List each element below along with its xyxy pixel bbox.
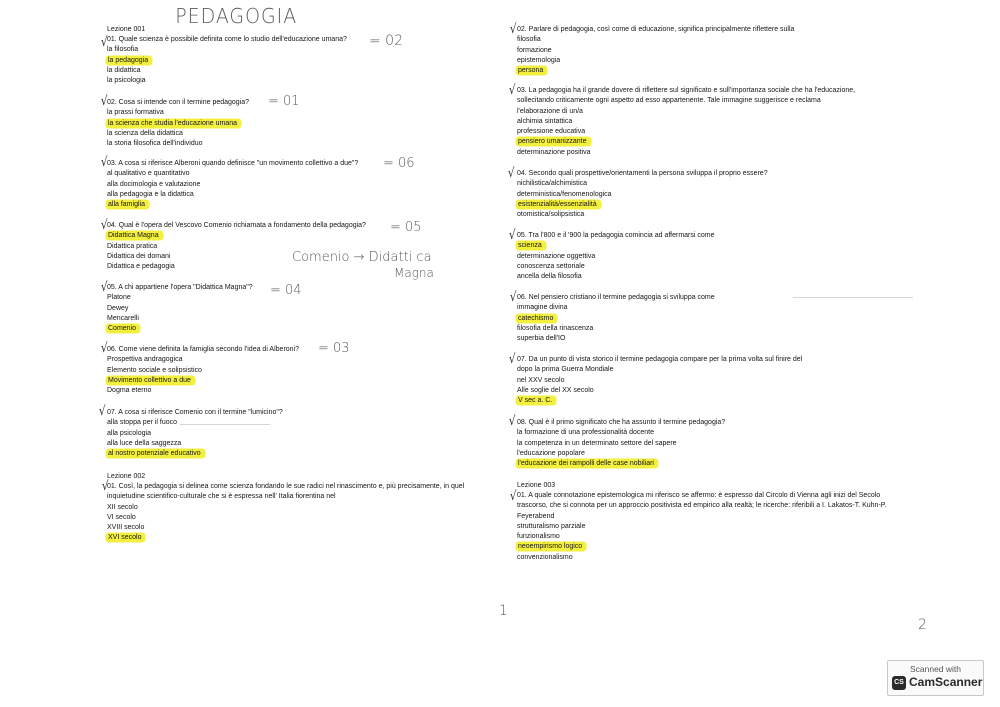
- option: la storia filosofica dell'individuo: [107, 140, 203, 148]
- option: filosofia della rinascenza: [517, 324, 594, 332]
- option: funzionalismo: [517, 533, 560, 541]
- lesson-002-heading: Lezione 002: [107, 473, 146, 480]
- option: immagine divina: [517, 304, 568, 312]
- camscanner-watermark: [887, 660, 984, 696]
- check-mark-icon: √: [100, 94, 108, 109]
- option: Dogma eterno: [107, 387, 152, 395]
- option: formazione: [517, 46, 552, 54]
- handwritten-answer-2: = 01: [268, 94, 300, 109]
- option-highlighted: alla famiglia: [107, 201, 148, 208]
- option: Mencarelli: [107, 314, 139, 322]
- option-highlighted: la pedagogia: [107, 57, 151, 64]
- check-mark-icon: √: [100, 341, 108, 356]
- option: al qualitativo e quantitativo: [107, 170, 190, 178]
- question-text: 07. Da un punto di vista storico il termine pedagogia compare per la prima volta sul finire del: [517, 356, 803, 363]
- question-text: 02. Parlare di pedagogia, così come di educazione, significa principalmente riflettere sulla: [517, 26, 795, 33]
- option: Elemento sociale e solipsistico: [107, 366, 202, 374]
- right-question-5: [517, 293, 892, 344]
- question-text: 08. Qual è il primo significato che ha assunto il termine pedagogia?: [517, 419, 726, 426]
- option: la formazione di una professionalità docente: [517, 429, 654, 437]
- option: determinazione oggettiva: [517, 252, 596, 260]
- option: la didattica: [107, 66, 141, 74]
- option: dopo la prima Guerra Mondiale: [517, 366, 614, 374]
- option-highlighted: Didattica Magna: [107, 232, 162, 239]
- handwritten-answer-1: = 02: [369, 33, 403, 49]
- left-question-1: [107, 35, 492, 86]
- check-mark-icon: √: [100, 155, 108, 170]
- option: la filosofia: [107, 46, 139, 54]
- watermark-caption: Scanned with: [909, 664, 962, 674]
- option: Prospettiva andragogica: [107, 356, 183, 364]
- question-text: 03. La pedagogia ha il grande dovere di riflettere sul significato e sull'importanza sociale che ha l'educazione, sollecitando criticamente ogni aspetto ad esso appartenente. Tale immagine suggerisce e reclama: [517, 87, 856, 105]
- option-highlighted: V sec a. C.: [517, 397, 555, 404]
- option: alla docimologia e valutazione: [107, 180, 201, 188]
- option: la scienza della didattica: [107, 129, 183, 137]
- question-text: 04. Secondo quali prospettive/orientamenti la persona sviluppa il proprio essere?: [517, 170, 768, 177]
- option: l'educazione popolare: [517, 449, 585, 457]
- option: alla luce della saggezza: [107, 439, 182, 447]
- option: superbia dell'IO: [517, 335, 566, 343]
- option: determinazione positiva: [517, 148, 591, 156]
- right-question-8: [517, 491, 892, 563]
- option: Didattica dei domani: [107, 252, 171, 260]
- lesson-003-heading: Lezione 003: [517, 482, 556, 489]
- check-mark-icon: √: [508, 83, 516, 98]
- camscanner-logo-icon: CS: [892, 676, 906, 690]
- left-question-7: [107, 408, 492, 459]
- check-mark-icon: √: [507, 166, 515, 181]
- left-question-8: [107, 482, 492, 544]
- handwritten-answer-4: = 05: [390, 220, 422, 235]
- check-mark-icon: √: [100, 218, 108, 233]
- left-question-3: [107, 159, 492, 210]
- option: professione educativa: [517, 128, 586, 136]
- option: l'elaborazione di un/a: [517, 107, 583, 115]
- left-question-6: [107, 345, 492, 396]
- page-number-left: 1: [499, 603, 508, 619]
- check-mark-icon: √: [509, 489, 517, 504]
- option: Alle soglie del XX secolo: [517, 386, 594, 394]
- right-question-6: [517, 355, 892, 406]
- option: nel XXV secolo: [517, 376, 565, 384]
- check-mark-icon: √: [98, 404, 106, 419]
- right-question-3: [517, 169, 892, 220]
- option: filosofia: [517, 36, 541, 44]
- handwritten-title: PEDAGOGIA: [175, 4, 298, 28]
- check-mark-icon: √: [509, 22, 517, 37]
- question-text: 01. A quale connotazione epistemologica mi riferisco se affermo: è espresso dal Circolo di Vienna agli inizi del Secolo trascorso, che si connota per un approccio positivista ed empirico alla realtà; le ricerche: riferibili a I. Lakatos-T. Kuhn-P. Feyerabend: [517, 492, 887, 520]
- option: XII secolo: [107, 503, 138, 511]
- option: ancella della filosofia: [517, 273, 582, 281]
- option: la psicologia: [107, 77, 146, 85]
- scan-artifact: [793, 297, 913, 298]
- check-mark-icon: √: [509, 290, 517, 305]
- right-question-1: [517, 25, 892, 76]
- handwritten-answer-3: = 06: [383, 156, 415, 171]
- check-mark-icon: √: [508, 228, 516, 243]
- option: alla pedagogia e la didattica: [107, 190, 194, 198]
- option-highlighted: persona: [517, 67, 546, 74]
- option: alchimia sintattica: [517, 117, 573, 125]
- option: deterministica/fenomenologica: [517, 190, 612, 198]
- option: XVIII secolo: [107, 524, 145, 532]
- question-text: 04. Qual è l'opera del Vescovo Comenio richiamata a fondamento della pedagogia?: [107, 222, 366, 229]
- question-text: 06. Come viene definita la famiglia secondo l'idea di Alberoni?: [107, 346, 300, 353]
- check-mark-icon: √: [100, 35, 108, 50]
- check-mark-icon: √: [508, 414, 516, 429]
- option: Platone: [107, 294, 131, 302]
- check-mark-icon: √: [101, 479, 109, 494]
- handwritten-answer-6: = 03: [318, 341, 350, 356]
- option-highlighted: neoempirismo logico: [517, 543, 585, 550]
- right-question-4: [517, 231, 892, 282]
- lesson-001-heading: Lezione 001: [107, 26, 146, 33]
- option: Didattica pratica: [107, 242, 158, 250]
- option-highlighted: la scienza che studia l'educazione umana: [107, 120, 240, 127]
- option-highlighted: Movimento collettivo a due: [107, 377, 194, 384]
- question-text: 01. Così, la pedagogia si delinea come scienza fondando le sue radici nel rinascimento e, più precisamente, in quel inquietudine scientifico-culturale che si è espressa nell' Italia fiorentina nel: [107, 483, 465, 501]
- option-highlighted: l'educazione dei rampolli delle case nobiliari: [517, 460, 657, 467]
- option: VI secolo: [107, 513, 136, 521]
- question-text: 01. Quale scienza è possibile definita come lo studio dell'educazione umana?: [107, 36, 347, 43]
- option: otomistica/solipsistica: [517, 211, 585, 219]
- right-question-7: [517, 418, 892, 469]
- option: Dewey: [107, 304, 129, 312]
- check-mark-icon: √: [508, 352, 516, 367]
- handwritten-answer-5: = 04: [270, 283, 302, 298]
- watermark-brand: CamScanner: [909, 675, 983, 689]
- option: convenzionalismo: [517, 553, 573, 561]
- question-text: 03. A cosa si riferisce Alberoni quando definisce "un movimento collettivo a due"?: [107, 160, 359, 167]
- page-number-right: 2: [918, 617, 927, 633]
- option: la prassi formativa: [107, 109, 164, 117]
- option: la competenza in un determinato settore del sapere: [517, 439, 677, 447]
- question-text: 07. A cosa si riferisce Comenio con il termine "lumicino"?: [107, 409, 283, 416]
- option: alla psicologia: [107, 429, 151, 437]
- check-mark-icon: √: [100, 280, 108, 295]
- handwritten-note-magna: Magna: [394, 266, 434, 280]
- scan-artifact: [180, 424, 270, 425]
- option-highlighted: catechismo: [517, 315, 556, 322]
- handwritten-note-comenio: Comenio → Didatti ca: [292, 250, 432, 265]
- right-question-2: [517, 86, 892, 158]
- option: Didattica e pedagogia: [107, 263, 175, 271]
- question-text: 02. Cosa si intende con il termine pedagogia?: [107, 99, 250, 106]
- question-text: 05. A chi appartiene l'opera "Didattica Magna"?: [107, 284, 253, 291]
- option-highlighted: pensiero umanizzante: [517, 138, 590, 145]
- option: strutturalismo parziale: [517, 522, 586, 530]
- option-highlighted: Comenio: [107, 325, 139, 332]
- option: nichilistica/alchimistica: [517, 180, 588, 188]
- option-highlighted: scienza: [517, 242, 545, 249]
- question-text: 05. Tra l'800 e il '900 la pedagogia comincia ad affermarsi come: [517, 232, 715, 239]
- option: conoscenza settoriale: [517, 262, 585, 270]
- option-highlighted: XVI secolo: [107, 534, 144, 541]
- option: epistemologia: [517, 56, 561, 64]
- option: alla stoppa per il fuoco: [107, 419, 178, 427]
- option-highlighted: al nostro potenziale educativo: [107, 450, 204, 457]
- option-highlighted: esistenzialità/essenzialità: [517, 201, 600, 208]
- question-text: 06. Nel pensiero cristiano il termine pedagogia si sviluppa come: [517, 294, 715, 301]
